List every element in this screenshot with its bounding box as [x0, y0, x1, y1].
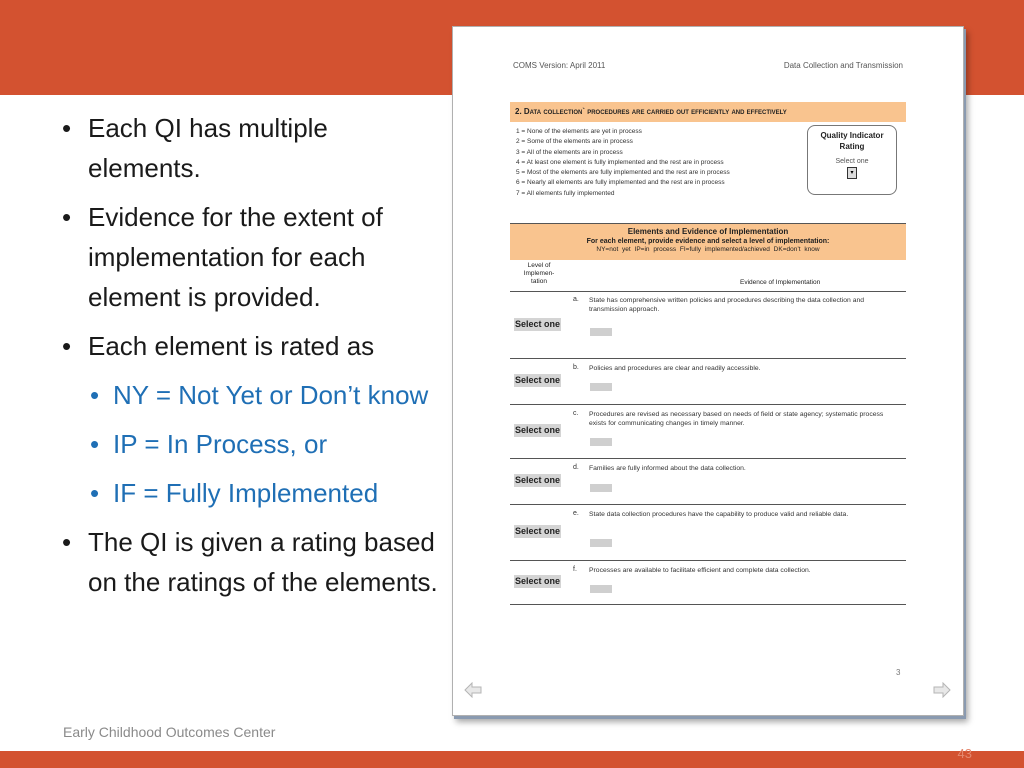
- rating-scale: [516, 127, 806, 199]
- column-evidence: Evidence of Implementation: [740, 279, 821, 286]
- row-letter: f.: [573, 566, 577, 573]
- level-select[interactable]: Select one: [515, 475, 561, 485]
- row-letter: b.: [573, 364, 579, 371]
- table-row: [510, 561, 906, 605]
- evidence-input[interactable]: [590, 328, 612, 336]
- table-row: [510, 405, 906, 459]
- row-letter: a.: [573, 296, 579, 303]
- level-select[interactable]: Select one: [515, 526, 561, 536]
- row-evidence-text: State has comprehensive written policies and procedures describing the data collection and transmission approach.: [589, 297, 865, 313]
- embedded-document: [452, 26, 964, 716]
- level-select[interactable]: Select one: [515, 576, 561, 586]
- slide-number: 43: [957, 746, 972, 761]
- footer-organization: Early Childhood Outcomes Center: [63, 724, 276, 740]
- level-select[interactable]: Select one: [515, 319, 561, 329]
- evidence-input[interactable]: [590, 585, 612, 593]
- sub-bullet-item: • NY = Not Yet or Don’t know: [60, 375, 445, 415]
- evidence-input[interactable]: [590, 383, 612, 391]
- row-letter: c.: [573, 410, 579, 417]
- table-row: [510, 291, 906, 359]
- evidence-input[interactable]: [590, 438, 612, 446]
- evidence-input[interactable]: [590, 539, 612, 547]
- section-title: 2. Data collection` procedures are carried out efficiently and effectively: [510, 102, 906, 122]
- document-header-section: Data Collection and Transmission: [783, 61, 903, 70]
- rating-title-line2: Rating: [839, 142, 865, 151]
- arrow-right-icon[interactable]: [933, 682, 951, 698]
- scale-item: 7 = All elements fully implemented: [516, 189, 615, 197]
- table-row: [510, 459, 906, 505]
- table-row: [510, 359, 906, 405]
- table-subtitle: For each element, provide evidence and select a level of implementation:: [586, 238, 830, 245]
- document-page: [453, 27, 963, 715]
- bullet-item: • Each element is rated as: [60, 326, 445, 366]
- arrow-left-icon[interactable]: [464, 682, 482, 698]
- level-select[interactable]: Select one: [515, 375, 561, 385]
- column-level: Level of Implemen-tation: [523, 262, 555, 285]
- rating-dropdown[interactable]: ▾: [847, 167, 857, 179]
- table-row: [510, 505, 906, 561]
- scale-item: 6 = Nearly all elements are fully implemented and the rest are in process: [516, 179, 725, 187]
- table-legend: NY=not yet IP=in process FI=fully implemented/achieved DK=don’t know: [596, 246, 820, 253]
- table-column-headers: [510, 260, 906, 292]
- rating-title-line1: Quality Indicator: [820, 131, 884, 140]
- scale-item: 2 = Some of the elements are in process: [516, 138, 633, 146]
- row-evidence-text: Procedures are revised as necessary based on needs of field or state agency; systematic process exists for communicating changes in timely manner.: [589, 411, 884, 427]
- row-evidence-text: Processes are available to facilitate efficient and complete data collection.: [589, 567, 811, 574]
- document-page-number: 3: [896, 668, 901, 677]
- scale-item: 3 = All of the elements are in process: [516, 148, 623, 156]
- bullet-item: • The QI is given a rating based on the ratings of the elements.: [60, 522, 445, 602]
- sub-bullet-item: • IF = Fully Implemented: [60, 473, 445, 513]
- scale-item: 1 = None of the elements are yet in process: [516, 128, 642, 135]
- elements-table-header: [510, 223, 906, 260]
- scale-item: 5 = Most of the elements are fully implemented and the rest are in process: [516, 169, 730, 177]
- table-title: Elements and Evidence of Implementation: [627, 227, 789, 236]
- row-letter: e.: [573, 510, 579, 517]
- evidence-input[interactable]: [590, 484, 612, 492]
- bottom-accent-band: [0, 751, 1024, 768]
- document-header-version: COMS Version: April 2011: [513, 61, 606, 70]
- row-evidence-text: Families are fully informed about the data collection.: [589, 465, 746, 472]
- quality-indicator-rating-box: [807, 125, 897, 195]
- rating-select-label: Select one: [835, 158, 869, 165]
- level-select[interactable]: Select one: [515, 425, 561, 435]
- bullet-item: • Evidence for the extent of implementation for each element is provided.: [60, 197, 445, 317]
- row-evidence-text: State data collection procedures have the capability to produce valid and reliable data.: [589, 511, 849, 518]
- row-letter: d.: [573, 464, 579, 471]
- scale-item: 4 = At least one element is fully implemented and the rest are in process: [516, 158, 724, 166]
- rating-box-title: [808, 130, 896, 152]
- row-evidence-text: Policies and procedures are clear and readily accessible.: [589, 365, 761, 372]
- sub-bullet-item: • IP = In Process, or: [60, 424, 445, 464]
- bullet-item: • Each QI has multiple elements.: [60, 108, 445, 188]
- bullet-list: [60, 108, 445, 611]
